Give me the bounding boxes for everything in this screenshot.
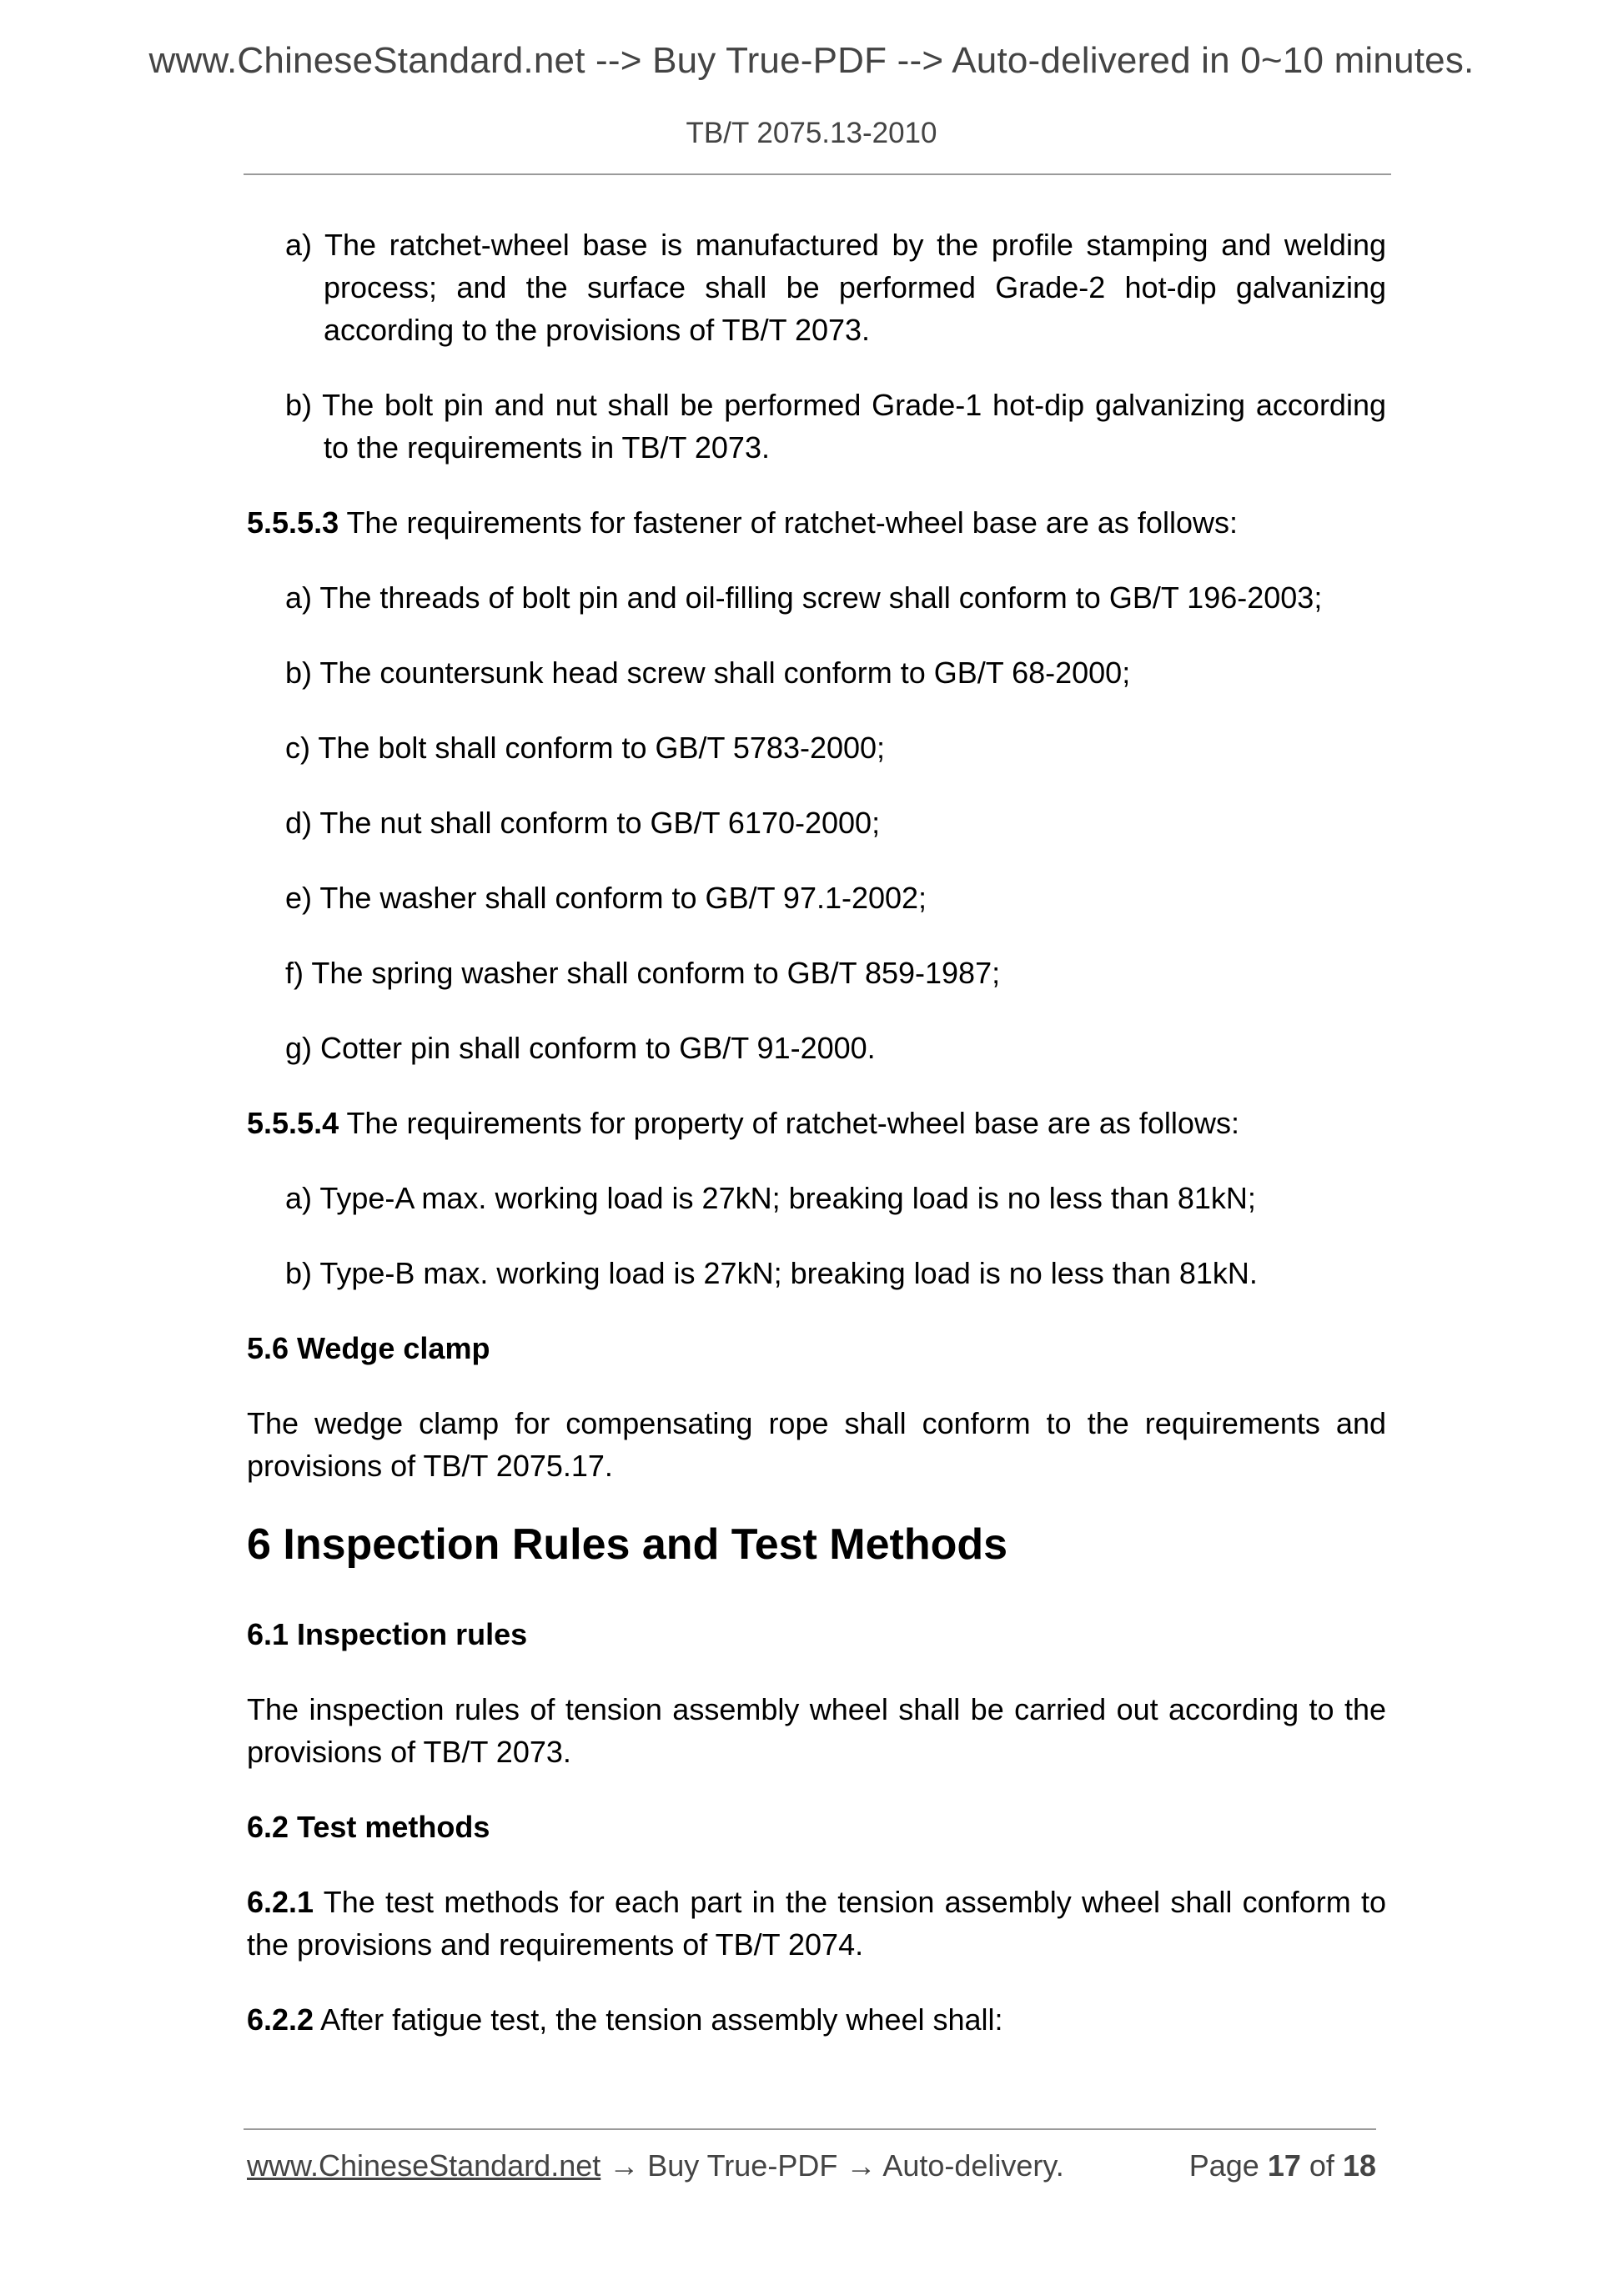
clause-text: After fatigue test, the tension assembly wheel shall: (314, 2002, 1003, 2037)
clause-5-5-5-3 (247, 501, 1386, 544)
footer-divider (244, 2128, 1376, 2130)
of-word: of (1309, 2148, 1334, 2183)
chapter-6-heading: 6 Inspection Rules and Test Methods (247, 1520, 1008, 1569)
list-item: b) Type-B max. working load is 27kN; breaking load is no less than 81kN. (285, 1256, 1258, 1290)
page-word: Page (1188, 2148, 1259, 2183)
clause-text: The requirements for fastener of ratchet-wheel base are as follows: (339, 505, 1238, 540)
list-item: c) The bolt shall conform to GB/T 5783-2000; (285, 731, 886, 765)
clause-number: 6.2.1 (247, 1885, 314, 1919)
footer-promo-text: → Buy True-PDF → Auto-delivery. (600, 2148, 1064, 2183)
clause-number: 5.5.5.4 (247, 1106, 339, 1140)
section-5-6-heading: 5.6 Wedge clamp (247, 1331, 490, 1365)
clause-number: 6.2.2 (247, 2002, 314, 2037)
list-item: a) The threads of bolt pin and oil-filling screw shall conform to GB/T 196-2003; (285, 580, 1323, 615)
clause-number: 5.5.5.3 (247, 505, 339, 540)
list-item: e) The washer shall conform to GB/T 97.1-2002; (285, 881, 927, 915)
section-6-1-text: The inspection rules of tension assembly wheel shall be carried out according to the provisions of TB/T 2073. (247, 1692, 1386, 1769)
section-6-2-heading: 6.2 Test methods (247, 1810, 490, 1844)
clause-6-2-1 (247, 1881, 1386, 1966)
page-footer (247, 2148, 1376, 2190)
page-indicator (1189, 2148, 1376, 2183)
current-page-number: 17 (1267, 2148, 1301, 2183)
total-page-number: 18 (1342, 2148, 1376, 2183)
top-banner: www.ChineseStandard.net --> Buy True-PDF --> Auto-delivered in 0~10 minutes. (148, 40, 1475, 81)
clause-text: The test methods for each part in the tension assembly wheel shall conform to the provisions and requirements of TB/T 2074. (247, 1885, 1386, 1962)
standard-number: TB/T 2075.13-2010 (686, 117, 937, 149)
section-6-1-heading: 6.1 Inspection rules (247, 1617, 528, 1651)
list-item: a) Type-A max. working load is 27kN; breaking load is no less than 81kN; (285, 1181, 1256, 1215)
list-item-b-galvanizing: b) The bolt pin and nut shall be performed Grade-1 hot-dip galvanizing according to the requirements in TB/T 2073. (285, 388, 1386, 465)
list-item: f) The spring washer shall conform to GB/T 859-1987; (285, 956, 1001, 990)
footer-site-link[interactable]: www.ChineseStandard.net (247, 2148, 601, 2183)
clause-6-2-2 (247, 1998, 1386, 2041)
list-item: g) Cotter pin shall conform to GB/T 91-2000. (285, 1031, 876, 1065)
header-divider (244, 173, 1391, 175)
footer-promo (247, 2148, 1064, 2183)
list-item: b) The countersunk head screw shall conform to GB/T 68-2000; (285, 656, 1131, 690)
page-content (247, 224, 1386, 2073)
section-5-6-text: The wedge clamp for compensating rope shall conform to the requirements and provisions of TB/T 2075.17. (247, 1406, 1386, 1483)
list-item-a-galvanizing: a) The ratchet-wheel base is manufactured by the profile stamping and welding process; and the surface shall be performed Grade-2 hot-dip galvanizing according to the provisions of TB/T 2073. (285, 228, 1386, 347)
clause-5-5-5-4 (247, 1102, 1386, 1144)
list-item: d) The nut shall conform to GB/T 6170-2000; (285, 806, 881, 840)
clause-text: The requirements for property of ratchet-wheel base are as follows: (339, 1106, 1239, 1140)
